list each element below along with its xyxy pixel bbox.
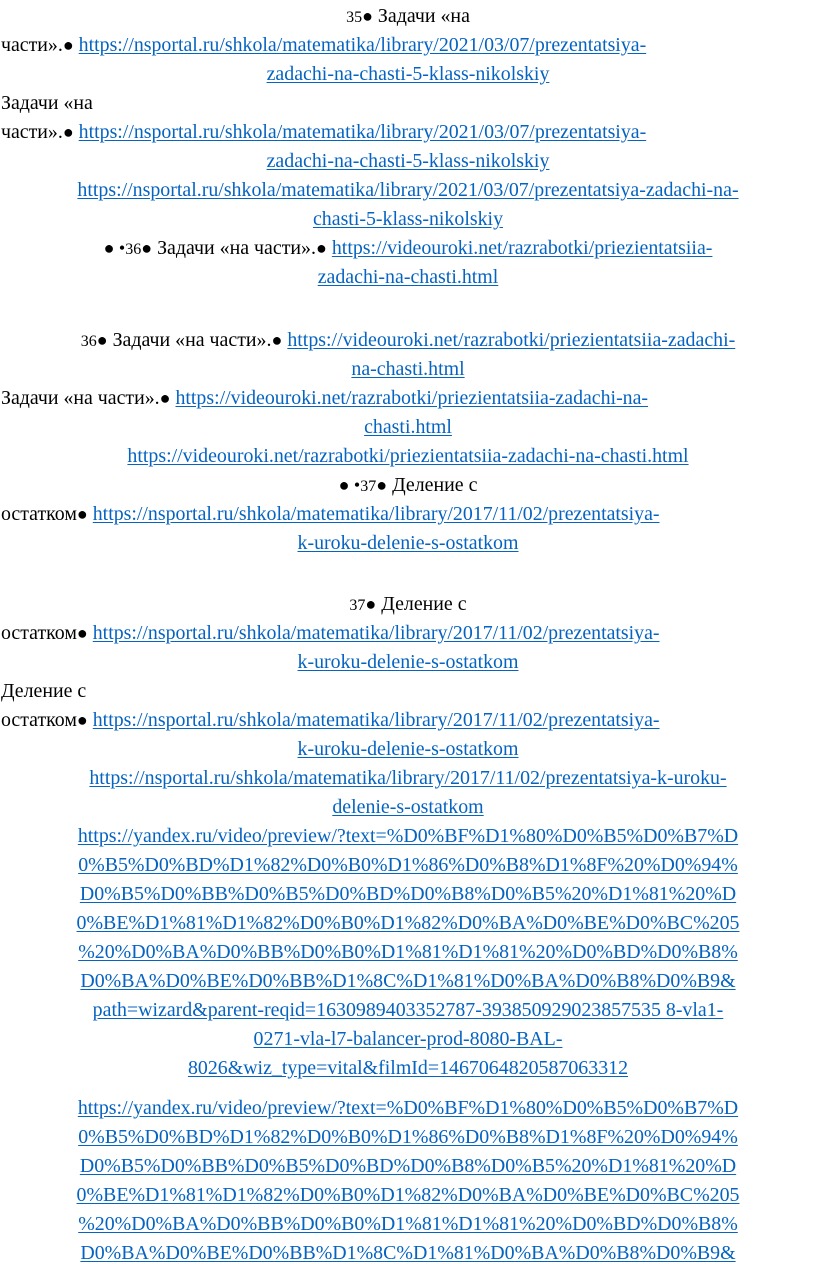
url-link[interactable]: https://nsportal.ru/shkola/matematika/library/2017/11/02/prezentatsiya- — [92, 622, 660, 644]
url-link[interactable]: 0271-vla-l7-balancer-prod-8080-BAL- — [253, 1028, 563, 1050]
url-link[interactable]: https://videouroki.net/razrabotki/priezientatsiia- — [331, 237, 713, 259]
body-text: Деление с — [376, 593, 467, 615]
url-link[interactable]: delenie-s-ostatkom — [332, 796, 484, 818]
text-line — [0, 793, 816, 821]
text-line — [0, 471, 816, 499]
url-link[interactable]: chasti.html — [364, 416, 452, 438]
body-text: остатком — [1, 709, 77, 731]
text-line — [0, 413, 816, 441]
text-line — [0, 1152, 816, 1180]
body-text: Задачи «на части». — [107, 329, 272, 351]
url-link[interactable]: D0%BA%D0%BE%D0%BB%D1%8C%D1%81%D0%BA%D0%B8%D0%B9& — [80, 1242, 736, 1264]
url-link[interactable]: D0%B5%D0%BB%D0%B5%D0%BD%D0%B8%D0%B5%20%D1%81%20%D — [79, 1155, 737, 1177]
item-number: 36 — [80, 333, 97, 350]
bullet-icon: ● — [271, 330, 283, 350]
text-line — [0, 909, 816, 937]
body-text: остатком — [1, 503, 77, 525]
item-number: 35 — [346, 9, 363, 26]
bullet-icon: ● — [315, 238, 327, 258]
text-line — [0, 31, 816, 59]
bullet-icon: ● — [76, 710, 88, 730]
body-text: Задачи «на — [1, 92, 93, 114]
bullet-icon: ● — [159, 388, 171, 408]
url-link[interactable]: https://nsportal.ru/shkola/matematika/library/2017/11/02/prezentatsiya- — [92, 503, 660, 525]
text-line — [0, 619, 816, 647]
url-link[interactable]: D0%BA%D0%BE%D0%BB%D1%8C%D1%81%D0%BA%D0%B8%D0%B9& — [80, 970, 736, 992]
text-line — [0, 1123, 816, 1151]
bullet-icon: ● — [76, 504, 88, 524]
bullet-icon: ● — [76, 623, 88, 643]
text-line — [0, 590, 816, 618]
url-link[interactable]: 0%BE%D1%81%D1%82%D0%B0%D1%82%D0%BA%D0%BE%D0%BC%205 — [76, 912, 740, 934]
url-link[interactable]: https://nsportal.ru/shkola/matematika/library/2021/03/07/prezentatsiya-zadachi-na- — [77, 179, 739, 201]
bullet-icon: ● — [141, 238, 153, 258]
url-link[interactable]: path=wizard&parent-reqid=1630989403352787-393850929023857535 8-vla1- — [92, 999, 724, 1021]
url-link[interactable]: %20%D0%BA%D0%BB%D0%B0%D1%81%D1%81%20%D0%BD%D0%B8% — [78, 1213, 738, 1235]
text-line — [0, 263, 816, 291]
url-link[interactable]: https://yandex.ru/video/preview/?text=%D0%BF%D1%80%D0%B5%D0%B7%D — [77, 1097, 739, 1119]
bullet-icon: ● — [376, 475, 388, 495]
url-link[interactable]: k-uroku-delenie-s-ostatkom — [297, 532, 519, 554]
url-link[interactable]: na-chasti.html — [351, 358, 465, 380]
text-line — [0, 1025, 816, 1053]
url-link[interactable]: https://yandex.ru/video/preview/?text=%D0%BF%D1%80%D0%B5%D0%B7%D — [77, 825, 739, 847]
text-line — [0, 1239, 816, 1264]
url-link[interactable]: D0%B5%D0%BB%D0%B5%D0%BD%D0%B8%D0%B5%20%D1%81%20%D — [79, 883, 737, 905]
url-link[interactable]: https://nsportal.ru/shkola/matematika/library/2017/11/02/prezentatsiya- — [92, 709, 660, 731]
url-link[interactable]: k-uroku-delenie-s-ostatkom — [297, 738, 519, 760]
url-link[interactable]: https://videouroki.net/razrabotki/priezientatsiia-zadachi- — [287, 329, 736, 351]
text-line — [0, 529, 816, 557]
text-line — [0, 118, 816, 146]
url-link[interactable]: %20%D0%BA%D0%BB%D0%B0%D1%81%D1%81%20%D0%BD%D0%B8% — [78, 941, 738, 963]
text-line — [0, 205, 816, 233]
text-line — [0, 234, 816, 262]
text-line — [0, 706, 816, 734]
body-text: Задачи «на части». — [152, 237, 316, 259]
text-line — [0, 355, 816, 383]
item-number: 36 — [125, 241, 142, 258]
text-line — [0, 851, 816, 879]
text-line — [0, 880, 816, 908]
text-line — [0, 176, 816, 204]
text-line — [0, 442, 816, 470]
body-text: Деление с — [387, 474, 478, 496]
text-line — [0, 996, 816, 1024]
url-link[interactable]: 8026&wiz_type=vital&filmId=1467064820587063312 — [187, 1057, 629, 1079]
body-text: Задачи «на части». — [1, 387, 160, 409]
text-line — [0, 60, 816, 88]
body-text: Задачи «на — [372, 5, 470, 27]
item-number: 37 — [360, 478, 377, 495]
bullet-icon: ● • — [103, 238, 126, 258]
url-link[interactable]: 0%B5%D0%BD%D1%82%D0%B0%D1%86%D0%B8%D1%8F%20%D0%94% — [78, 1126, 738, 1148]
text-line — [0, 1054, 816, 1082]
body-text: части». — [1, 121, 63, 143]
url-link[interactable]: 0%BE%D1%81%D1%82%D0%B0%D1%82%D0%BA%D0%BE%D0%BC%205 — [76, 1184, 740, 1206]
text-line — [0, 735, 816, 763]
text-line — [0, 147, 816, 175]
text-line — [0, 764, 816, 792]
text-line — [0, 677, 816, 705]
url-link[interactable]: k-uroku-delenie-s-ostatkom — [297, 651, 519, 673]
url-link[interactable]: https://videouroki.net/razrabotki/priezientatsiia-zadachi-na- — [175, 387, 649, 409]
body-text: Деление с — [1, 680, 87, 702]
url-link[interactable]: https://nsportal.ru/shkola/matematika/library/2017/11/02/prezentatsiya-k-uroku- — [89, 767, 727, 789]
text-line — [0, 1210, 816, 1238]
item-number: 37 — [349, 597, 366, 614]
bullet-icon: ● — [365, 594, 377, 614]
bullet-icon: ● — [62, 35, 74, 55]
url-link[interactable]: chasti-5-klass-nikolskiy — [312, 208, 504, 230]
body-text: остатком — [1, 622, 77, 644]
text-line — [0, 326, 816, 354]
text-line — [0, 967, 816, 995]
url-link[interactable]: https://videouroki.net/razrabotki/priezientatsiia-zadachi-na-chasti.html — [127, 445, 689, 467]
text-line — [0, 938, 816, 966]
text-line — [0, 648, 816, 676]
bullet-icon: ● — [62, 122, 74, 142]
url-link[interactable]: zadachi-na-chasti.html — [317, 266, 499, 288]
bullet-icon: ● — [362, 6, 373, 26]
text-line — [0, 2, 816, 30]
body-text: части». — [1, 34, 63, 56]
url-link[interactable]: 0%B5%D0%BD%D1%82%D0%B0%D1%86%D0%B8%D1%8F%20%D0%94% — [78, 854, 738, 876]
bullet-icon: ● — [96, 330, 108, 350]
text-line — [0, 1094, 816, 1122]
url-link[interactable]: zadachi-na-chasti-5-klass-nikolskiy — [266, 150, 550, 172]
text-line — [0, 500, 816, 528]
bullet-icon: ● • — [338, 475, 361, 495]
text-line — [0, 89, 816, 117]
text-line — [0, 384, 816, 412]
url-link[interactable]: zadachi-na-chasti-5-klass-nikolskiy — [266, 63, 550, 85]
text-line — [0, 822, 816, 850]
url-link[interactable]: https://nsportal.ru/shkola/matematika/library/2021/03/07/prezentatsiya- — [78, 34, 647, 56]
text-line — [0, 1181, 816, 1209]
url-link[interactable]: https://nsportal.ru/shkola/matematika/library/2021/03/07/prezentatsiya- — [78, 121, 647, 143]
